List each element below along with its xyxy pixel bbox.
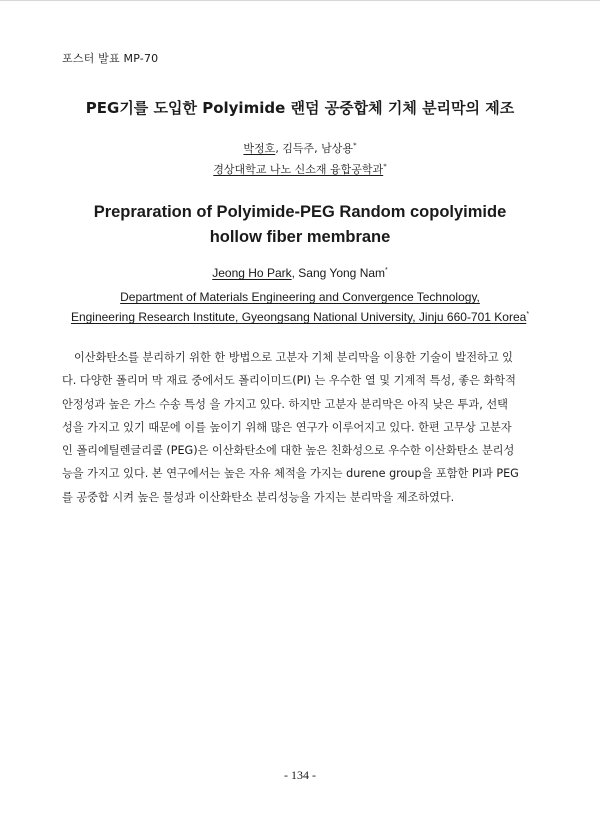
abstract-line: 를 공중합 시켜 높은 물성과 이산화탄소 분리성능을 가지는 분리막을 제조하였다. [62,490,455,504]
korean-affiliation [0,161,600,177]
english-coauthors: , Sang Yong Nam [291,266,386,280]
english-corr-mark: * [385,267,388,274]
abstract-line: 이산화탄소를 분리하기 위한 한 방법으로 고분자 기체 분리막을 이용한 기술이 발전하고 있 [74,351,513,364]
abstract-line: 안정성과 높은 가스 수송 특성 을 가지고 있다. 하지만 고분자 분리막은 아직 낮은 투과, 선택 [62,397,508,411]
english-authors [0,266,600,280]
english-affiliation-line-2: Engineering Research Institute, Gyeongsang National University, Jinju 660-701 Korea [70,310,527,324]
korean-title: PEG기를 도입한 Polyimide 랜덤 공중합체 기체 분리막의 제조 [85,99,515,117]
english-title [0,200,600,250]
abstract-line: 성을 가지고 있기 때문에 이를 높이기 위해 많은 연구가 이루어지고 있다. 한편 고무상 고분자 [62,420,512,434]
english-title-line-2: hollow fiber membrane [209,228,391,246]
english-affiliation [0,287,600,327]
korean-affiliation-text: 경상대학교 나노 신소재 융합공학과 [213,163,384,176]
abstract-line: 능을 가지고 있다. 본 연구에서는 높은 자유 체적을 가지는 durene group을 포함한 PI과 PEG [62,467,519,481]
english-presenter: Jeong Ho Park [212,266,292,280]
korean-authors [0,140,600,156]
session-label: 포스터 발표 MP-70 [62,52,159,65]
page-top-border [0,0,600,1]
page-number: - 134 - [284,768,316,782]
abstract-body [62,346,540,509]
korean-coauthors: , 김득주, 남상용 [275,142,354,155]
korean-corr-mark: * [353,141,357,150]
english-affiliation-line-1: Department of Materials Engineering and Convergence Technology, [120,290,480,304]
english-affiliation-corr-mark: * [526,311,530,318]
abstract-line: 인 폴리에틸렌글리콜 (PEG)은 이산화탄소에 대한 높은 친화성으로 우수한 이산화탄소 분리성 [62,444,515,458]
abstract-line: 다. 다양한 폴리머 막 재료 중에서도 폴리이미드(PI) 는 우수한 열 및 기계적 특성, 좋은 화학적 [62,374,516,388]
korean-affiliation-corr-mark: * [383,162,387,171]
korean-presenter: 박정호 [243,142,276,155]
english-title-line-1: Prepraration of Polyimide-PEG Random copolyimide [93,203,507,221]
